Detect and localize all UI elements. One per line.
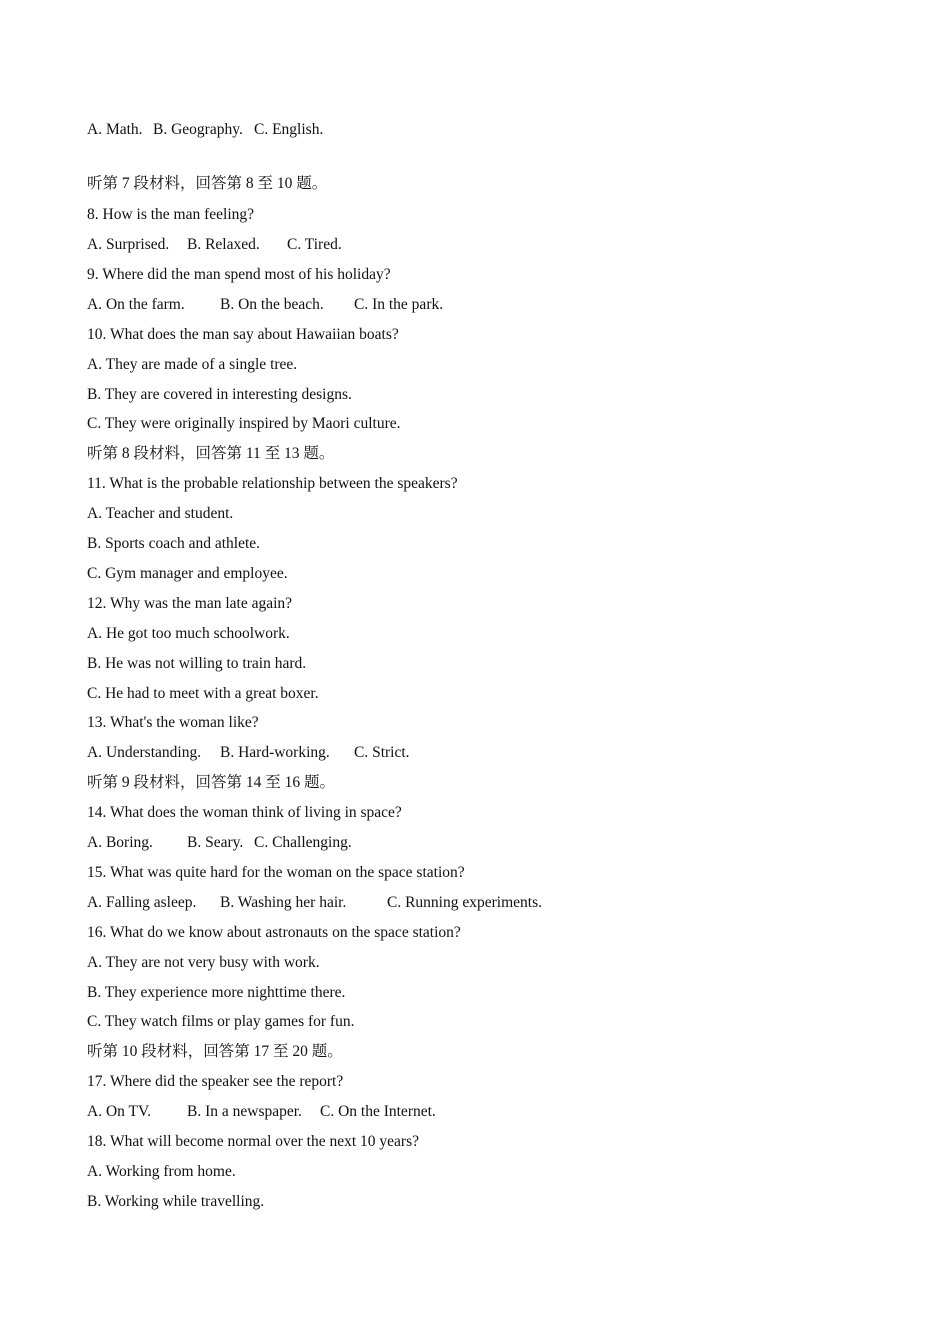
answer-option: A. They are made of a single tree. <box>87 356 298 373</box>
question-text: 12. Why was the man late again? <box>87 595 293 612</box>
answer-option: C. Tired. <box>287 236 342 253</box>
answer-option: C. Strict. <box>354 744 410 761</box>
answer-option: A. He got too much schoolwork. <box>87 625 290 642</box>
answer-option: B. On the beach. <box>220 296 324 313</box>
section-heading: 听第 10 段材料，回答第 17 至 20 题。 <box>87 1043 343 1060</box>
answer-option: A. Math. <box>87 121 143 138</box>
answer-option: C. English. <box>254 121 324 138</box>
answer-option: A. Understanding. <box>87 744 202 761</box>
answer-option: B. Geography. <box>153 121 243 138</box>
section-heading: 听第 9 段材料，回答第 14 至 16 题。 <box>87 774 336 791</box>
answer-option: A. Teacher and student. <box>87 505 234 522</box>
answer-option: A. Boring. <box>87 834 153 851</box>
answer-option: C. He had to meet with a great boxer. <box>87 685 319 702</box>
answer-option: C. Gym manager and employee. <box>87 565 288 582</box>
answer-option: B. Washing her hair. <box>220 894 347 911</box>
answer-option: B. Hard-working. <box>220 744 330 761</box>
answer-option: B. They are covered in interesting designs. <box>87 386 352 403</box>
answer-option: C. Running experiments. <box>387 894 542 911</box>
answer-option: A. Surprised. <box>87 236 170 253</box>
answer-option: B. Working while travelling. <box>87 1193 265 1210</box>
answer-option: B. They experience more nighttime there. <box>87 984 346 1001</box>
question-text: 11. What is the probable relationship between the speakers? <box>87 475 458 492</box>
answer-option: A. On TV. <box>87 1103 152 1120</box>
answer-option: C. In the park. <box>354 296 444 313</box>
answer-option: B. Sports coach and athlete. <box>87 535 261 552</box>
answer-option: C. On the Internet. <box>320 1103 436 1120</box>
answer-option: B. Seary. <box>187 834 244 851</box>
answer-option: A. Falling asleep. <box>87 894 197 911</box>
question-text: 17. Where did the speaker see the report? <box>87 1073 344 1090</box>
question-text: 8. How is the man feeling? <box>87 206 255 223</box>
section-heading: 听第 7 段材料，回答第 8 至 10 题。 <box>87 175 328 192</box>
answer-option: A. On the farm. <box>87 296 185 313</box>
question-text: 18. What will become normal over the next 10 years? <box>87 1133 419 1150</box>
answer-option: B. In a newspaper. <box>187 1103 302 1120</box>
answer-option: C. They were originally inspired by Maori culture. <box>87 415 401 432</box>
answer-option: A. They are not very busy with work. <box>87 954 320 971</box>
question-text: 13. What's the woman like? <box>87 714 259 731</box>
section-heading: 听第 8 段材料，回答第 11 至 13 题。 <box>87 445 335 462</box>
question-text: 16. What do we know about astronauts on the space station? <box>87 924 461 941</box>
answer-option: B. He was not willing to train hard. <box>87 655 307 672</box>
question-text: 10. What does the man say about Hawaiian boats? <box>87 326 399 343</box>
answer-option: C. They watch films or play games for fun. <box>87 1013 355 1030</box>
question-text: 15. What was quite hard for the woman on the space station? <box>87 864 465 881</box>
answer-option: B. Relaxed. <box>187 236 260 253</box>
answer-option: C. Challenging. <box>254 834 352 851</box>
answer-option: A. Working from home. <box>87 1163 236 1180</box>
question-text: 14. What does the woman think of living in space? <box>87 804 402 821</box>
question-text: 9. Where did the man spend most of his holiday? <box>87 266 391 283</box>
